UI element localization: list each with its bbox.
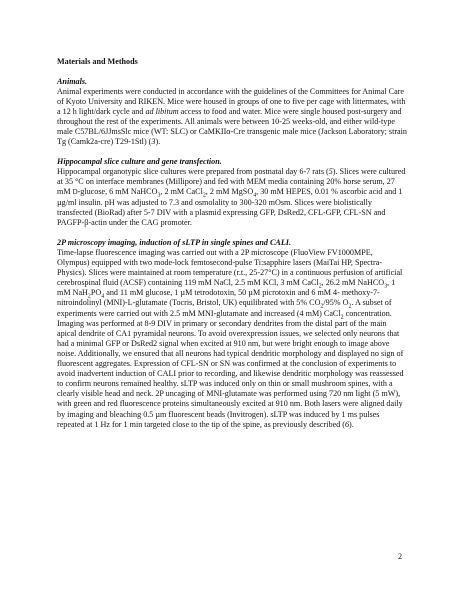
- page-body: [57, 57, 407, 439]
- microscopy-heading: 2P microscopy imaging, induction of sLTP in single spines and CALI.: [57, 237, 291, 247]
- reference-citation: 6: [344, 419, 350, 429]
- page-number: 2: [398, 552, 403, 561]
- culture-heading: Hippocampal slice culture and gene transfection.: [57, 156, 222, 166]
- reference-citation: 3: [151, 137, 156, 147]
- culture-paragraph: Hippocampal organotypic slice cultures were prepared from postnatal day 6-7 rats (5). Slices were cultured at 35 °C on interface membranes (Millipore) and fed with MEM media containing 20% horse serum, 27 mM D-glucose, 6 mM NaHCO$_3$, 2 mM CaCl$_2$, 2 mM MgSO$_4$, 30 mM HEPES, 0.01 % ascorbic acid and 1 µg/ml insulin. pH was adjusted to 7.3 and osmolality to 300-320 mOsm. Slices were biolistically transfected (BioRad) after 5-7 DIV with a plasmid expressing GFP, DsRed2, CFL-GFP, CFL-SN and PAGFP-β-actin under the CAG promoter.: [57, 166, 406, 228]
- reference-citation: 5: [328, 166, 333, 176]
- animals-paragraph: Animal experiments were conducted in accordance with the guidelines of the Committees for Animal Care of Kyoto University and RIKEN. Mice were housed in groups of one to five per cage with littermates, with a 12 h light/dark cycle and ad libitum access to food and water. Mice were single housed post-surgery and throughout the rest of the experiments. All animals were between 10-25 weeks-old, and either wild-type male C57BL/6JJmsSlc mice (WT: SLC) or CaMKIIα-Cre transgenic male mice (Jackson Laboratory; strain Tg (Camk2a-cre) T29-1Stl) (3).: [57, 86, 407, 147]
- section-title: Materials and Methods: [57, 57, 138, 66]
- animals-heading: Animals.: [57, 76, 88, 86]
- microscopy-paragraph: Time-lapse fluorescence imaging was carried out with a 2P microscope (FluoView FV1000MPE, Olympus) equipped with two mode-lock femtosecond-pulse Ti:sapphire lasers (MaiTai HP, Spectra-Physics). Slices were maintained at room temperature (r.t., 25-27°C) in a continuous perfusion of artificial cerebrospinal fluid (ACSF) containing 119 mM NaCl, 2.5 mM KCl, 3 mM CaCl$_2$, 26.2 mM NaHCO$_3$, 1 mM $NaH_2PO_4$ and 11 mM glucose, 1 µM tetrodotoxin, 50 µM picrotoxin and 6 mM 4- methoxy-7-nitroindolinyl (MNI)-L-glutamate (Tocris, Bristol, UK) equilibrated with 5% $CO_2/95\%$ $O_2$. A subset of experiments were carried out with 2.5 mM MNI-glutamate and increased (4 mM) CaCl$_2$ concentration. Imaging was performed at 8-9 DIV in primary or secondary dendrites from the distal part of the main apical dendrite of CA1 pyramidal neurons. To avoid overexpression issues, we selected only neurons that had a minimal GFP or DsRed2 signal when excited at 910 nm, but were bright enough to image above noise. Additionally, we ensured that all neurons had typical dendritic morphology and displayed no sign of fluorescent aggregates. Expression of CFL-SN or SN was confirmed at the conclusion of experiments to avoid inadvertent induction of CALI prior to recording, and likewise dendritic morphology was reassessed to confirm neurons remained healthy. sLTP was induced only on thin or small mushroom spines, with a clearly visible head and neck. 2P uncaging of MNI-glutamate was performed using 720 nm light (5 mW), with green and red fluorescence proteins simultaneously excited at 910 nm. Both lasers were aligned daily by imaging and bleaching 0.5 µm fluorescent beads (Invitrogen). sLTP was induced by 1 ms pulses repeated at 1 Hz for 1 min targeted close to the tip of the spine, as previously described (6).: [57, 248, 404, 429]
